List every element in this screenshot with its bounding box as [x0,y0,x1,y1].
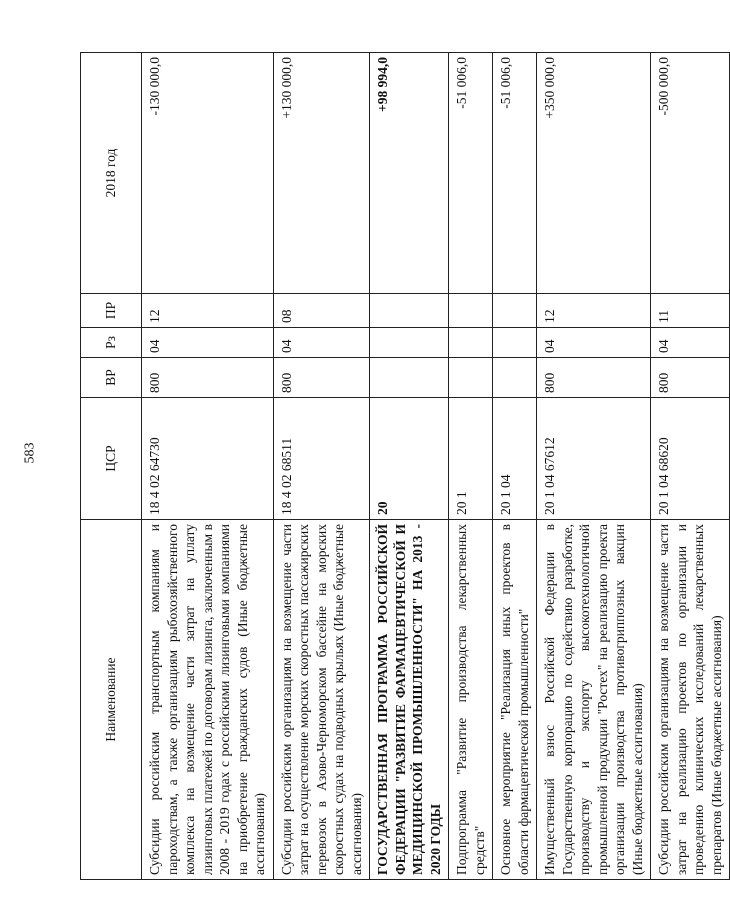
table-row [273,53,370,880]
row-vr: 800 [273,358,370,398]
table-row [537,53,651,880]
table-row [449,53,493,880]
row-vr [449,358,493,398]
row-name: Субсидии российским транспортным компаниям и пароходствам, а также организациям рыбохозяйственного комплекса на возмещение части затрат на уплату лизинговых платежей по договорам лизинга, заключенным в 2008 - 2019 годах с российскими лизинговыми компаниями на приобретение гражданских судов (Иные бюджетные ассигнования) [142,520,274,880]
row-pr [493,294,537,328]
header-year: 2018 год [81,53,142,294]
row-pr: 08 [273,294,370,328]
row-csr: 20 1 04 68620 [651,398,730,520]
row-name: Субсидии российским организациям на возмещение части затрат на осуществление морских скоростных пассажирских перевозок в Азово-Черноморском бассейне на морских скоростных судах на подводных крыльях (Иные бюджетные ассигнования) [273,520,370,880]
row-rz: 04 [537,328,651,358]
row-rz [370,328,449,358]
row-csr: 18 4 02 64730 [142,398,274,520]
header-pr: ПР [81,294,142,328]
table-row [370,53,449,880]
row-pr [370,294,449,328]
row-csr: 20 1 04 67612 [537,398,651,520]
table-row [493,53,537,880]
budget-table [80,52,730,880]
row-csr: 20 1 04 [493,398,537,520]
row-amount: -130 000,0 [142,53,274,294]
page-number-text: 583 [22,442,37,463]
row-name: Субсидии российским организациям на возмещение части затрат на реализацию проектов по организации и проведению клинических исследований лекарственных препаратов (Иные бюджетные ассигнования) [651,520,730,880]
row-pr: 12 [142,294,274,328]
row-amount: +130 000,0 [273,53,370,294]
row-vr [370,358,449,398]
row-vr: 800 [142,358,274,398]
row-rz: 04 [273,328,370,358]
row-amount: -51 006,0 [449,53,493,294]
row-rz [493,328,537,358]
row-rz: 04 [651,328,730,358]
row-name: Подпрограмма "Развитие производства лекарственных средств" [449,520,493,880]
row-pr: 11 [651,294,730,328]
header-vr: ВР [81,358,142,398]
header-name: Наименование [81,520,142,880]
table-row [142,53,274,880]
header-rz: Рз [81,328,142,358]
row-pr: 12 [537,294,651,328]
row-name: Имущественный взнос Российской Федерации в Государственную корпорацию по содействию разработке, производству и экспорту высокотехнологичной промышленной продукции "Ростех" на реализацию проекта организации производства противогриппозных вакцин (Иные бюджетные ассигнования) [537,520,651,880]
row-csr: 20 [370,398,449,520]
row-amount: -51 006,0 [493,53,537,294]
row-vr: 800 [651,358,730,398]
row-csr: 20 1 [449,398,493,520]
row-amount: -500 000,0 [651,53,730,294]
row-amount: +350 000,0 [537,53,651,294]
row-amount: +98 994,0 [370,53,449,294]
row-vr: 800 [537,358,651,398]
row-name: ГОСУДАРСТВЕННАЯ ПРОГРАММА РОССИЙСКОЙ ФЕДЕРАЦИИ "РАЗВИТИЕ ФАРМАЦЕВТИЧЕСКОЙ И МЕДИЦИНСКОЙ ПРОМЫШЛЕННОСТИ" НА 2013 - 2020 ГОДЫ [370,520,449,880]
budget-table-container [80,53,724,880]
table-header-row [81,53,142,880]
row-csr: 18 4 02 68511 [273,398,370,520]
page-number [0,0,60,905]
row-rz [449,328,493,358]
table-row [651,53,730,880]
header-csr: ЦСР [81,398,142,520]
row-vr [493,358,537,398]
row-name: Основное мероприятие "Реализация иных проектов в области фармацевтической промышленности" [493,520,537,880]
row-pr [449,294,493,328]
row-rz: 04 [142,328,274,358]
